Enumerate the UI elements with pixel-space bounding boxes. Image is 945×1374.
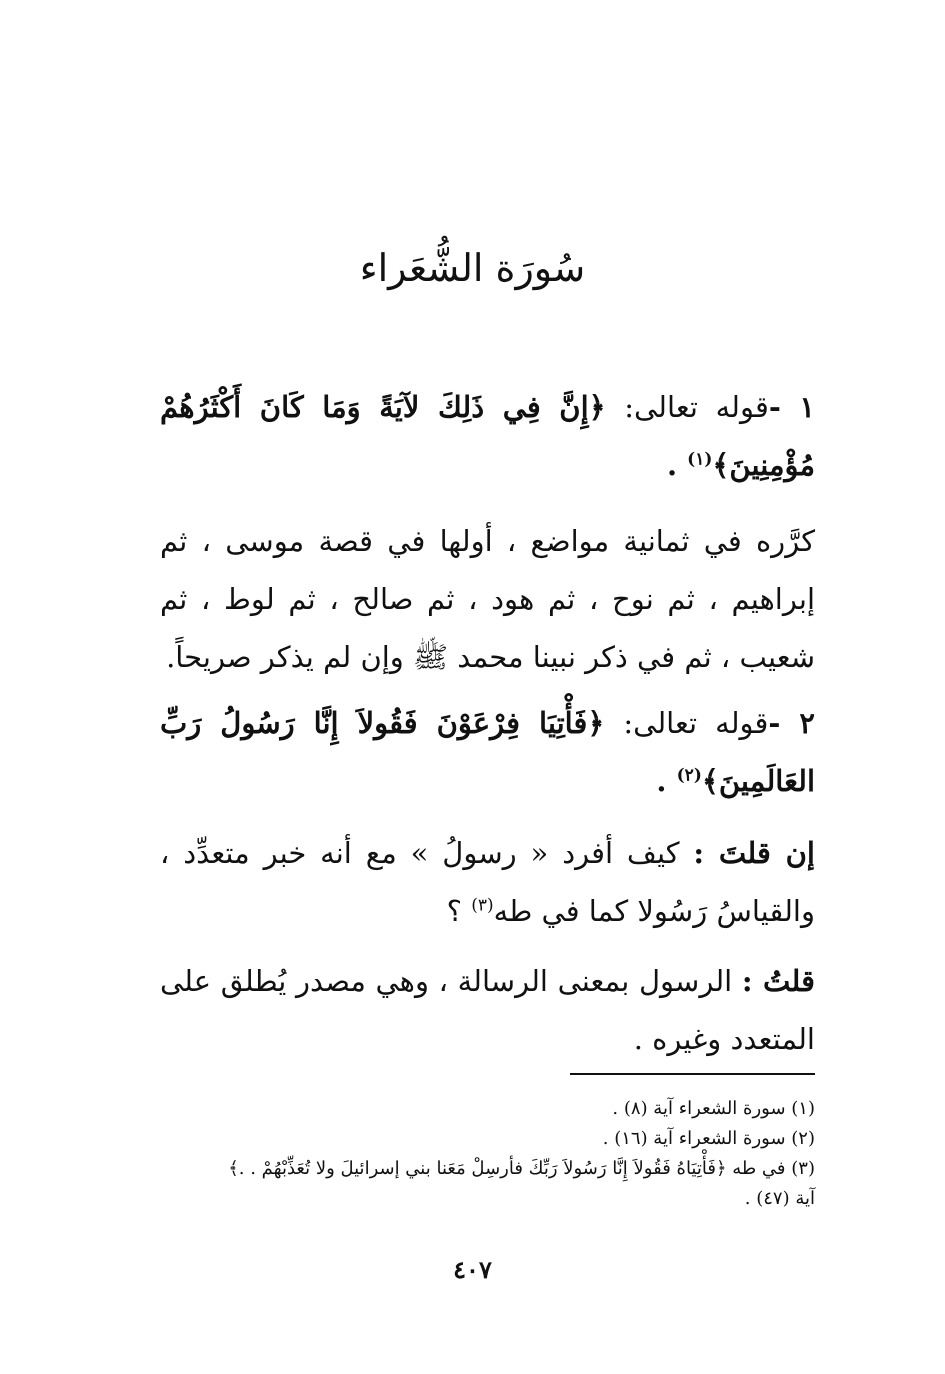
footnotes — [170, 1094, 815, 1214]
page-number: ٤٠٧ — [453, 1255, 492, 1284]
paragraph-1: كرَّره في ثمانية مواضع ، أولها في قصة موسى ، ثم إبراهيم ، ثم نوح ، ثم هود ، ثم صالح ، ثم لوط ، ثم شعيب ، ثم في ذكر نبينا محمد ﷺ وإن لم يذكر صريحاً. — [160, 524, 815, 674]
footnote-ref: (١) — [687, 449, 713, 470]
sentence-end: . — [666, 448, 688, 482]
question-text: كيف أفرد « رسولُ » مع أنه خبر متعدِّد ، والقياسُ رَسُولا كما في طه — [160, 836, 815, 928]
footnote-1: (١) سورة الشعراء آية (٨) . — [612, 1098, 815, 1119]
item-number: ١ - — [768, 390, 815, 424]
item-number: ٢ - — [768, 706, 815, 740]
item-label: قوله تعالى: — [624, 390, 769, 424]
footnote-ref: (٢) — [676, 765, 702, 786]
footnote-3-continued: آية (٤٧) . — [744, 1188, 815, 1209]
paragraph-2 — [160, 824, 815, 940]
footnote-divider — [570, 1073, 815, 1075]
verse-item-1 — [160, 378, 815, 494]
verse-item-2 — [160, 694, 815, 810]
footnote-3: (٣) في طه ﴿فَأْتِيَاهُ فَقُولاَ إِنَّا رَسُولاَ رَبِّكَ فأرسِلْ مَعَنا بني إسرائيلَ ولا تُعَذِّبْهُمْ . .﴾ — [228, 1158, 815, 1179]
answer-lead: قلتُ : — [741, 964, 815, 998]
item-label: قوله تعالى: — [623, 706, 769, 740]
sentence-end: . — [656, 764, 677, 798]
ayah-text: ﴿فَأْتِيَا فِرْعَوْنَ فَقُولاَ إِنَّا رَسُولُ رَبِّ العَالَمِينَ﴾ — [160, 706, 815, 798]
answer-text: الرسول بمعنى الرسالة ، وهي مصدر يُطلق على المتعدد وغيره . — [160, 964, 815, 1056]
question-lead: إن قلتَ : — [693, 836, 815, 870]
surah-title: سُورَة الشُّعَراء — [359, 246, 586, 290]
ayah-text: ﴿إِنَّ فِي ذَلِكَ لآيَةً وَمَا كَانَ أَكْثَرُهُمْ مُؤْمِنِينَ﴾ — [160, 390, 815, 482]
question-end: ؟ — [446, 894, 472, 928]
footnote-2: (٢) سورة الشعراء آية (١٦) . — [602, 1128, 815, 1149]
paragraph-3 — [160, 952, 815, 1068]
footnote-ref: (٣) — [471, 895, 494, 916]
